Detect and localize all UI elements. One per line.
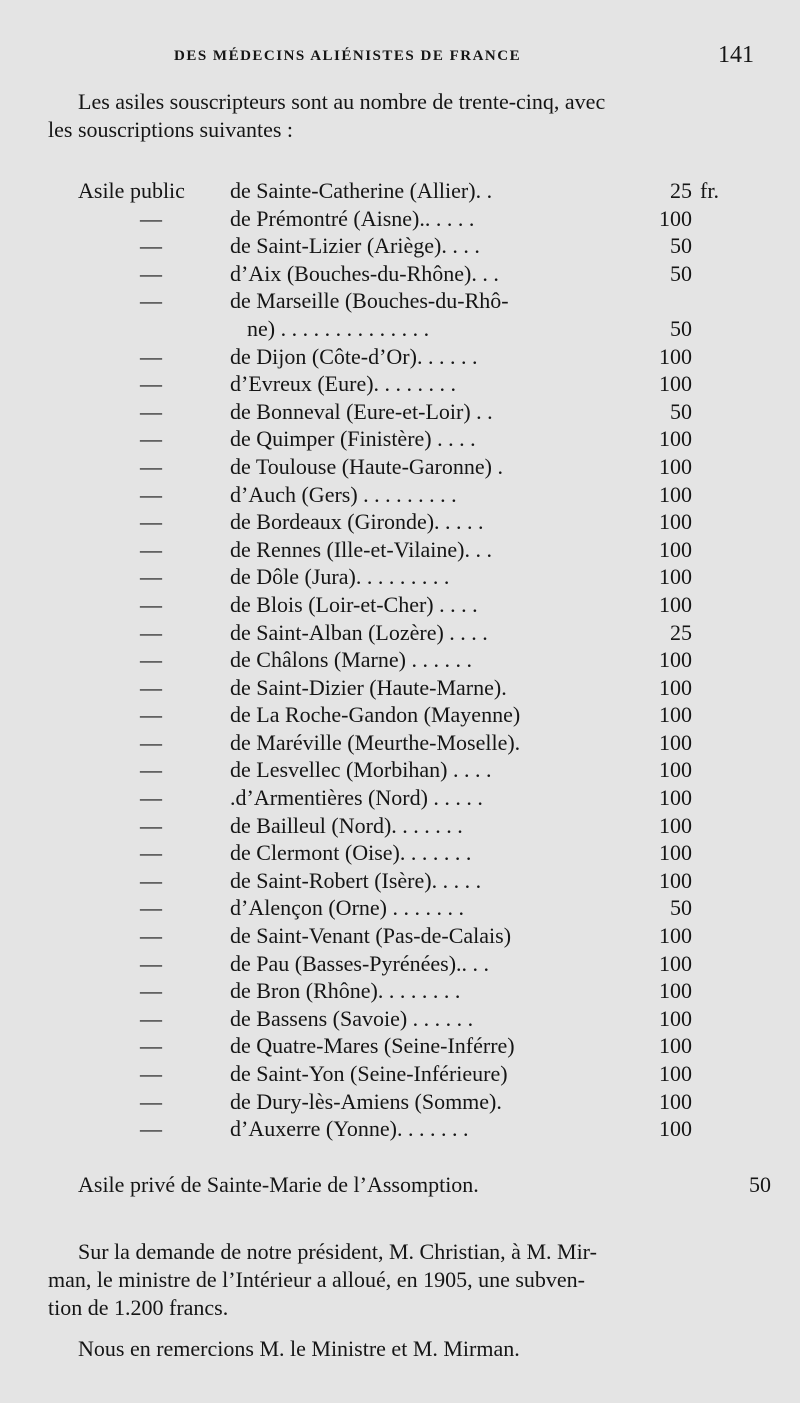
- asylum-name: de Saint-Yon (Seine-Inférieure): [230, 1061, 508, 1086]
- ditto-dash: —: [140, 923, 162, 949]
- ditto-dash: —: [140, 509, 162, 535]
- asylum-name: de Bonneval (Eure-et-Loir) . .: [230, 398, 493, 424]
- asylum-name: d’Alençon (Orne) . . . . . . .: [230, 895, 464, 921]
- subscription-row: [0, 702, 800, 730]
- ditto-dash: —: [140, 647, 162, 673]
- subscription-amount: 100: [659, 1033, 692, 1059]
- private-asylum-row: [78, 1172, 771, 1198]
- subscription-amount: 100: [659, 647, 692, 673]
- ditto-dash: —: [140, 729, 162, 755]
- subscription-amount: 100: [659, 950, 692, 976]
- subscription-row: [0, 178, 800, 206]
- subscription-amount: 100: [659, 812, 692, 838]
- subscription-amount: 100: [659, 757, 692, 783]
- running-title: DES MÉDECINS ALIÉNISTES DE FRANCE: [174, 48, 522, 64]
- subscription-amount: 100: [659, 785, 692, 811]
- subscription-row: [0, 620, 800, 648]
- asylum-name: de Maréville (Meurthe-Moselle).: [230, 729, 521, 755]
- subscription-amount: 100: [659, 923, 692, 949]
- subscription-row: [0, 592, 800, 620]
- closing-line-1: Sur la demande de notre président, M. Christian, à M. Mir-: [78, 1239, 597, 1264]
- subscription-row: [0, 564, 800, 592]
- asylum-name: de Châlons (Marne) . . . . . .: [230, 647, 472, 673]
- asylum-name: de Quimper (Finistère) . . . .: [230, 426, 476, 452]
- intro-paragraph: [48, 88, 760, 144]
- subscription-row: [0, 1033, 800, 1061]
- asylum-name: d’Auch (Gers) . . . . . . . . .: [230, 481, 457, 507]
- subscription-amount: 100: [659, 343, 692, 369]
- subscription-row: [0, 895, 800, 923]
- ditto-dash: —: [140, 481, 162, 507]
- subscription-amount: 100: [659, 1116, 692, 1142]
- subscription-row: [0, 399, 800, 427]
- intro-line-1: Les asiles souscripteurs sont au nombre de trente-cinq, avec: [78, 89, 606, 114]
- asylum-name: de Saint-Lizier (Ariège). . . .: [230, 233, 480, 259]
- subscription-amount: 100: [659, 1005, 692, 1031]
- subscription-row: [0, 233, 800, 261]
- subscription-row: [0, 951, 800, 979]
- asylum-name: de Saint-Venant (Pas-de-Calais): [230, 923, 512, 949]
- asylum-name: de Dijon (Côte-d’Or). . . . . .: [230, 343, 478, 369]
- subscription-amount: 50: [670, 315, 692, 341]
- subscription-row: [0, 206, 800, 234]
- subscription-row: [0, 675, 800, 703]
- asylum-name: de Dury-lès-Amiens (Somme).: [230, 1088, 502, 1114]
- subscription-list: [0, 178, 800, 1144]
- private-asylum-label: Asile privé de Sainte-Marie de l’Assomption.: [78, 1172, 479, 1197]
- subscription-amount: 100: [659, 509, 692, 535]
- subscription-amount: 100: [659, 867, 692, 893]
- subscription-amount: 50: [670, 260, 692, 286]
- ditto-dash: —: [140, 1033, 162, 1059]
- ditto-dash: —: [140, 426, 162, 452]
- ditto-dash: —: [140, 233, 162, 259]
- subscription-row: [0, 288, 800, 316]
- asylum-name: de Saint-Alban (Lozère) . . . .: [230, 619, 488, 645]
- asylum-name: de Bassens (Savoie) . . . . . .: [230, 1005, 474, 1031]
- asylum-name: de Dôle (Jura). . . . . . . . .: [230, 564, 450, 590]
- asylum-name: d’Auxerre (Yonne). . . . . . .: [230, 1116, 469, 1142]
- subscription-amount: 25: [670, 619, 692, 645]
- subscription-row: [0, 978, 800, 1006]
- asylum-name: .d’Armentières (Nord) . . . . .: [230, 785, 483, 811]
- ditto-dash: —: [140, 398, 162, 424]
- asylum-name: de Saint-Robert (Isère). . . . .: [230, 867, 482, 893]
- closing-line-3: tion de 1.200 francs.: [48, 1295, 229, 1320]
- subscription-amount: 100: [659, 729, 692, 755]
- subscription-row: [0, 261, 800, 289]
- ditto-dash: —: [140, 1061, 162, 1086]
- asylum-name: de La Roche-Gandon (Mayenne): [230, 702, 521, 728]
- ditto-dash: —: [140, 371, 162, 397]
- asylum-name: de Blois (Loir-et-Cher) . . . .: [230, 591, 478, 617]
- ditto-dash: —: [140, 1116, 162, 1142]
- subscription-amount: 100: [659, 702, 692, 728]
- currency-unit: fr.: [700, 178, 719, 203]
- subscription-row: [0, 813, 800, 841]
- asylum-name: de Toulouse (Haute-Garonne) .: [230, 453, 503, 479]
- subscription-row: [0, 426, 800, 454]
- page-number: 141: [718, 42, 754, 68]
- subscription-amount: 100: [659, 1061, 692, 1086]
- subscription-row: [0, 509, 800, 537]
- subscription-row: [0, 1116, 800, 1144]
- ditto-dash: —: [140, 564, 162, 590]
- asylum-name: de Sainte-Catherine (Allier). .: [230, 178, 493, 203]
- subscription-amount: 100: [659, 205, 692, 231]
- ditto-dash: —: [140, 288, 162, 314]
- ditto-dash: —: [140, 1088, 162, 1114]
- subscription-row: [0, 371, 800, 399]
- asylum-name: de Quatre-Mares (Seine-Inférre): [230, 1033, 515, 1059]
- subscription-row: [0, 647, 800, 675]
- ditto-dash: —: [140, 785, 162, 811]
- asylum-name: ne) . . . . . . . . . . . . . .: [247, 315, 430, 341]
- ditto-dash: —: [140, 343, 162, 369]
- private-asylum-amount: 50: [749, 1172, 771, 1197]
- asylum-name: d’Aix (Bouches-du-Rhône). . .: [230, 260, 499, 286]
- subscription-amount: 100: [659, 453, 692, 479]
- subscription-amount: 100: [659, 591, 692, 617]
- ditto-dash: —: [140, 840, 162, 866]
- subscription-amount: 100: [659, 481, 692, 507]
- subscription-amount: 100: [659, 371, 692, 397]
- subscription-amount: 50: [670, 233, 692, 259]
- subscription-amount: 100: [659, 1088, 692, 1114]
- asile-public-label: Asile public: [78, 178, 185, 203]
- subscription-row: [0, 316, 800, 344]
- ditto-dash: —: [140, 978, 162, 1004]
- subscription-row: [0, 1061, 800, 1089]
- subscription-row: [0, 1006, 800, 1034]
- subscription-amount: 100: [659, 564, 692, 590]
- ditto-dash: —: [140, 950, 162, 976]
- subscription-row: [0, 785, 800, 813]
- asylum-name: de Prémontré (Aisne).. . . . .: [230, 205, 475, 231]
- ditto-dash: —: [140, 1005, 162, 1031]
- asylum-name: de Bron (Rhône). . . . . . . .: [230, 978, 461, 1004]
- ditto-dash: —: [140, 453, 162, 479]
- thanks-line: Nous en remercions M. le Ministre et M. Mirman.: [78, 1336, 520, 1361]
- ditto-dash: —: [140, 591, 162, 617]
- subscription-row: [0, 730, 800, 758]
- page-header: [0, 42, 800, 82]
- subscription-amount: 25: [670, 178, 692, 203]
- asylum-name: de Marseille (Bouches-du-Rhô-: [230, 288, 509, 314]
- subscription-amount: 100: [659, 840, 692, 866]
- subscription-amount: 50: [670, 895, 692, 921]
- asylum-name: de Clermont (Oise). . . . . . .: [230, 840, 472, 866]
- intro-line-2: les souscriptions suivantes :: [48, 117, 294, 142]
- ditto-dash: —: [140, 702, 162, 728]
- subscription-row: [0, 454, 800, 482]
- asylum-name: de Rennes (Ille-et-Vilaine). . .: [230, 536, 492, 562]
- ditto-dash: —: [140, 260, 162, 286]
- subscription-row: [0, 482, 800, 510]
- ditto-dash: —: [140, 895, 162, 921]
- subscription-row: [0, 757, 800, 785]
- ditto-dash: —: [140, 867, 162, 893]
- ditto-dash: —: [140, 757, 162, 783]
- subscription-row: [0, 868, 800, 896]
- asylum-name: de Bailleul (Nord). . . . . . .: [230, 812, 463, 838]
- ditto-dash: —: [140, 812, 162, 838]
- subscription-amount: 100: [659, 978, 692, 1004]
- asylum-name: de Bordeaux (Gironde). . . . .: [230, 509, 484, 535]
- subscription-amount: 50: [670, 398, 692, 424]
- subscription-amount: 100: [659, 674, 692, 700]
- subscription-row: [0, 344, 800, 372]
- asylum-name: de Lesvellec (Morbihan) . . . .: [230, 757, 492, 783]
- closing-line-2: man, le ministre de l’Intérieur a alloué, en 1905, une subven-: [48, 1267, 585, 1292]
- ditto-dash: —: [140, 619, 162, 645]
- closing-paragraph: [48, 1238, 760, 1322]
- subscription-amount: 100: [659, 426, 692, 452]
- subscription-row: [0, 840, 800, 868]
- subscription-row: [0, 923, 800, 951]
- asylum-name: d’Evreux (Eure). . . . . . . .: [230, 371, 457, 397]
- ditto-dash: —: [140, 205, 162, 231]
- asylum-name: de Saint-Dizier (Haute-Marne).: [230, 674, 507, 700]
- subscription-row: [0, 537, 800, 565]
- subscription-row: [0, 1089, 800, 1117]
- ditto-dash: —: [140, 674, 162, 700]
- asylum-name: de Pau (Basses-Pyrénées).. . .: [230, 950, 490, 976]
- subscription-amount: 100: [659, 536, 692, 562]
- ditto-dash: —: [140, 536, 162, 562]
